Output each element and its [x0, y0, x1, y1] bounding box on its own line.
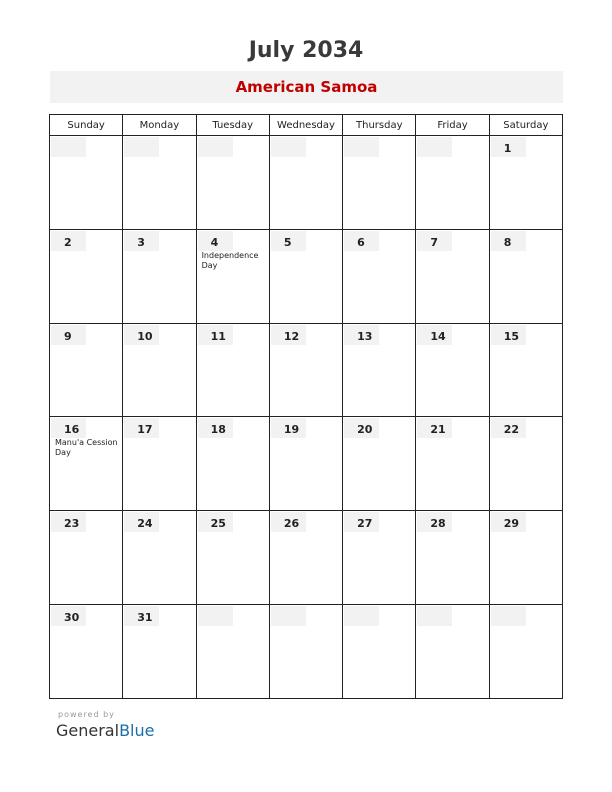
day-cell — [123, 417, 196, 511]
day-number: 15 — [503, 329, 519, 343]
day-number-box — [124, 231, 159, 251]
day-cell — [196, 323, 269, 417]
day-number-box — [198, 512, 233, 532]
day-number-box — [417, 418, 452, 438]
day-number: 17 — [137, 423, 153, 437]
day-number-box — [271, 325, 306, 345]
day-cell — [489, 229, 562, 323]
day-cell — [50, 136, 123, 230]
day-number: 5 — [283, 235, 292, 249]
day-number-box — [198, 325, 233, 345]
day-cell — [343, 511, 416, 605]
day-cell — [343, 229, 416, 323]
weekday-friday: Friday — [416, 115, 489, 136]
day-number-box — [491, 512, 526, 532]
day-number: 4 — [210, 235, 219, 249]
day-number: 12 — [283, 329, 300, 343]
day-number-box — [51, 606, 86, 626]
day-number-box — [344, 606, 379, 626]
day-number-box — [271, 606, 306, 626]
day-number-box — [417, 231, 452, 251]
day-number-box — [491, 606, 526, 626]
day-number-box — [344, 325, 379, 345]
day-cell — [416, 136, 489, 230]
day-number-box — [271, 418, 306, 438]
day-number: 6 — [357, 235, 365, 249]
day-number-box — [198, 606, 233, 626]
week-row — [50, 136, 563, 230]
day-number-box — [51, 137, 86, 157]
day-number: 7 — [430, 235, 439, 249]
day-cell — [50, 417, 123, 511]
day-number-box — [271, 512, 306, 532]
day-cell — [196, 417, 269, 511]
day-cell — [196, 605, 269, 699]
day-cell — [269, 323, 342, 417]
day-number: 16 — [64, 423, 80, 437]
day-number: 18 — [210, 423, 226, 437]
day-cell — [269, 605, 342, 699]
day-number: 28 — [430, 517, 446, 531]
day-number-box — [51, 418, 86, 438]
day-number-box — [124, 418, 159, 438]
weekday-monday: Monday — [123, 115, 196, 136]
day-number: 24 — [137, 517, 153, 531]
day-number-box — [198, 137, 233, 157]
day-number-box — [417, 325, 452, 345]
day-number: 19 — [283, 423, 300, 437]
day-number-box — [491, 418, 526, 438]
day-number-box — [417, 606, 452, 626]
week-row — [50, 417, 563, 511]
day-number: 2 — [64, 235, 72, 249]
weekday-thursday: Thursday — [343, 115, 416, 136]
day-number-box — [491, 137, 526, 157]
day-cell — [489, 136, 562, 230]
day-number: 26 — [283, 517, 300, 531]
day-number-box — [344, 418, 379, 438]
day-number-box — [344, 231, 379, 251]
day-number: 13 — [357, 329, 373, 343]
day-cell — [196, 511, 269, 605]
day-cell — [196, 229, 269, 323]
day-cell — [416, 605, 489, 699]
day-cell — [123, 229, 196, 323]
day-number: 14 — [430, 329, 446, 343]
weekday-wednesday: Wednesday — [269, 115, 342, 136]
day-number: 21 — [430, 423, 446, 437]
week-row — [50, 229, 563, 323]
day-cell — [489, 323, 562, 417]
day-number-box — [344, 137, 379, 157]
day-number-box — [344, 512, 379, 532]
day-number: 1 — [503, 142, 512, 155]
brand-general: General — [56, 721, 120, 740]
holiday-label: Independence Day — [201, 250, 259, 270]
day-cell — [489, 511, 562, 605]
day-number-box — [198, 418, 233, 438]
day-number: 20 — [357, 423, 373, 437]
country-banner — [50, 71, 563, 103]
day-cell — [50, 511, 123, 605]
brand-logo[interactable] — [56, 721, 154, 740]
day-number-box — [417, 512, 452, 532]
day-cell — [269, 229, 342, 323]
day-number: 30 — [64, 611, 80, 625]
day-number: 11 — [210, 329, 226, 343]
day-number-box — [51, 231, 86, 251]
day-number-box — [124, 512, 159, 532]
brand-blue: Blue — [119, 721, 155, 740]
day-number: 22 — [503, 423, 519, 437]
day-number: 10 — [137, 329, 153, 343]
weekday-sunday: Sunday — [50, 115, 123, 136]
week-row — [50, 605, 563, 699]
day-number-box — [51, 512, 86, 532]
day-number-box — [51, 325, 86, 345]
day-number: 27 — [357, 517, 373, 531]
day-cell — [269, 417, 342, 511]
day-cell — [416, 229, 489, 323]
day-number: 29 — [503, 517, 519, 531]
day-cell — [343, 417, 416, 511]
day-cell — [343, 136, 416, 230]
day-cell — [343, 323, 416, 417]
day-cell — [196, 136, 269, 230]
weekday-header-row — [50, 115, 563, 136]
day-number-box — [417, 137, 452, 157]
day-number: 3 — [137, 235, 145, 249]
day-cell — [269, 136, 342, 230]
holiday-label: Manu'a Cession Day — [55, 438, 118, 458]
day-number-box — [124, 606, 159, 626]
day-cell — [489, 605, 562, 699]
day-number-box — [124, 325, 159, 345]
day-number-box — [491, 231, 526, 251]
day-number: 9 — [64, 329, 72, 343]
country-name: American Samoa — [235, 78, 378, 96]
calendar-grid — [49, 114, 563, 699]
day-cell — [123, 605, 196, 699]
day-cell — [269, 511, 342, 605]
week-row — [50, 511, 563, 605]
calendar-title: July 2034 — [248, 38, 364, 63]
day-cell — [123, 323, 196, 417]
weekday-saturday: Saturday — [489, 115, 562, 136]
day-cell — [50, 323, 123, 417]
day-number: 8 — [503, 235, 512, 249]
day-cell — [50, 229, 123, 323]
day-number-box — [271, 137, 306, 157]
day-number-box — [124, 137, 159, 157]
day-number: 31 — [137, 611, 153, 625]
day-cell — [343, 605, 416, 699]
powered-by-text: powered by — [58, 710, 115, 719]
day-number-box — [271, 231, 306, 251]
day-cell — [416, 323, 489, 417]
day-number: 25 — [210, 517, 226, 531]
day-cell — [50, 605, 123, 699]
weekday-tuesday: Tuesday — [196, 115, 269, 136]
day-number: 23 — [64, 517, 80, 531]
week-row — [50, 323, 563, 417]
day-number-box — [198, 231, 233, 251]
day-cell — [416, 511, 489, 605]
day-cell — [416, 417, 489, 511]
day-cell — [123, 136, 196, 230]
day-cell — [123, 511, 196, 605]
day-cell — [489, 417, 562, 511]
day-number-box — [491, 325, 526, 345]
